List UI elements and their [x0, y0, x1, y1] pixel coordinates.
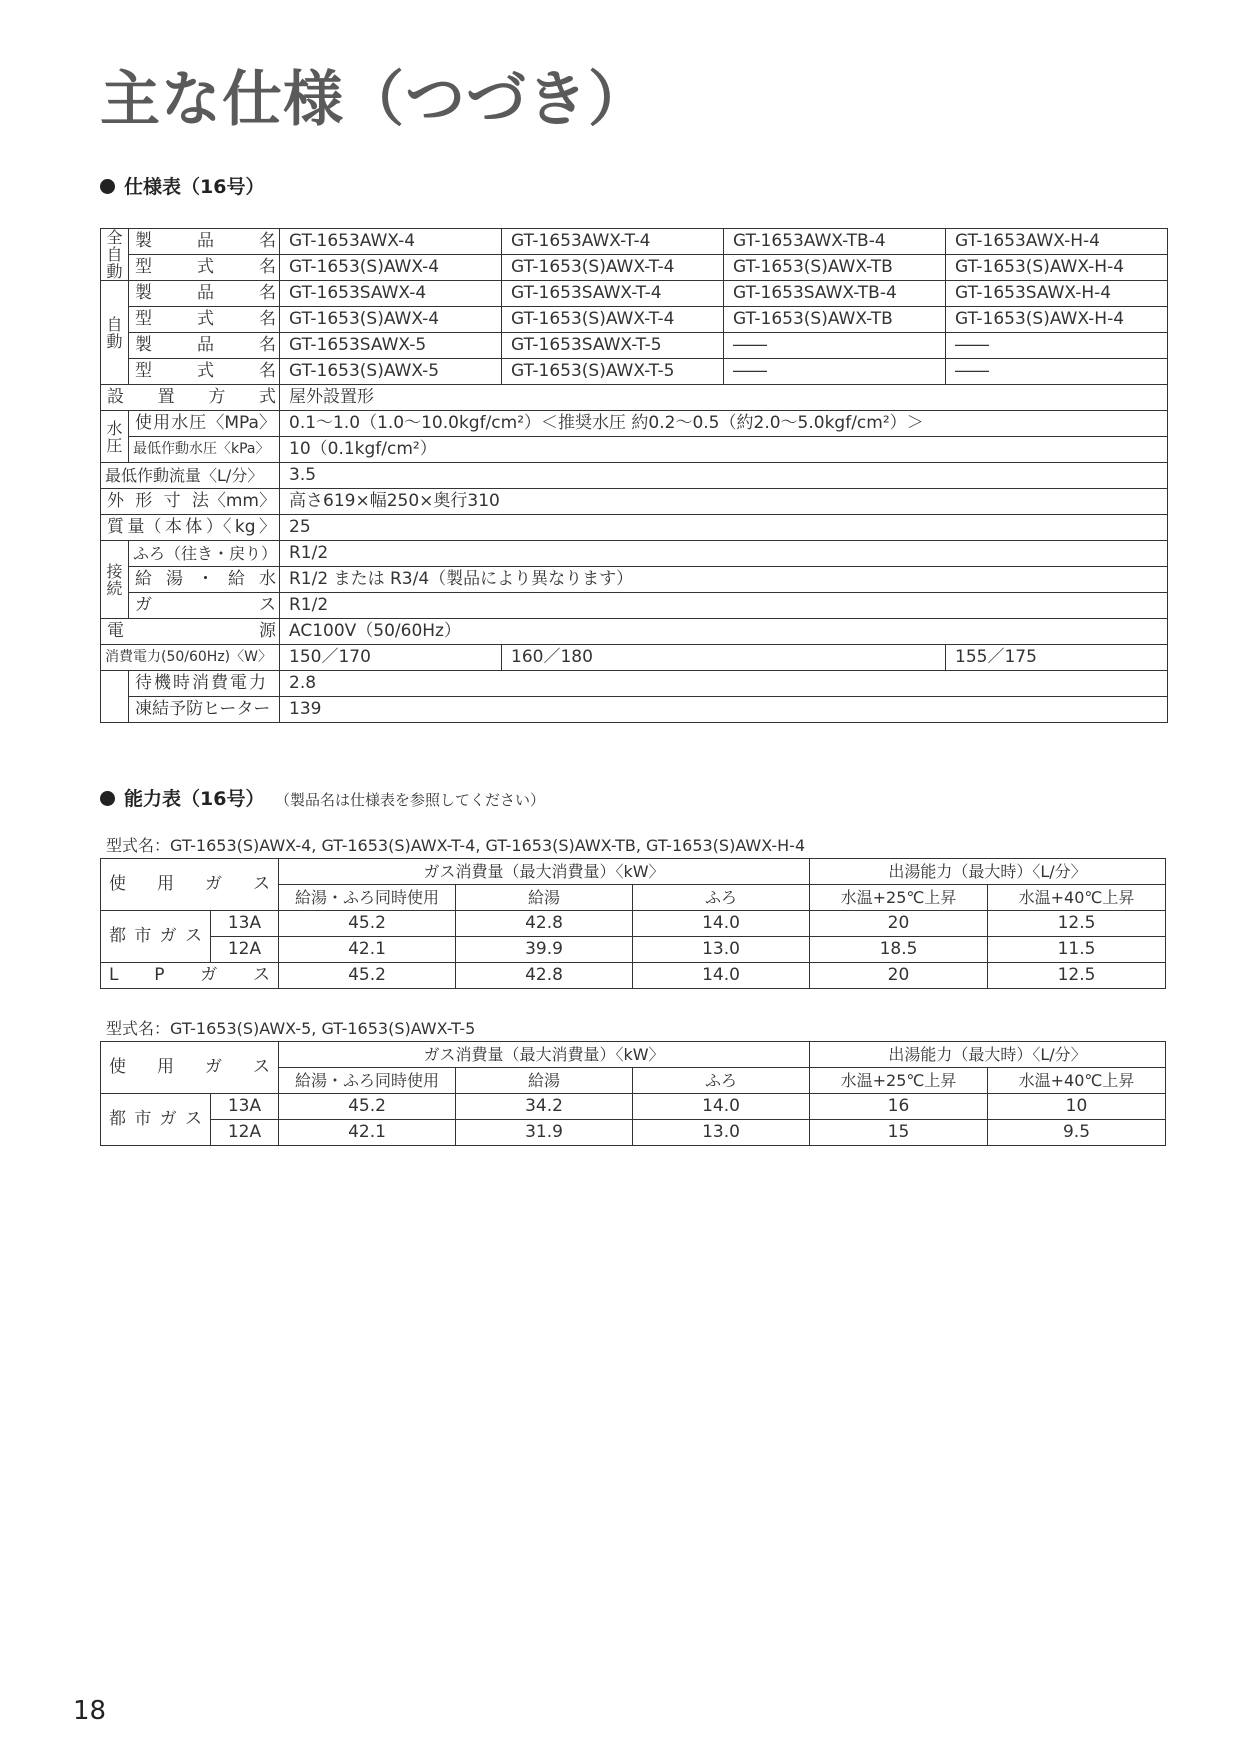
- value-cell: GT-1653AWX-T-4: [502, 229, 724, 255]
- group-suiatsu-label: 水圧: [101, 411, 129, 463]
- label-char: ス: [184, 926, 202, 946]
- city-gas-label: [101, 911, 211, 963]
- label-char: 水: [171, 413, 189, 433]
- label-char: 名: [259, 361, 276, 381]
- value-cell: 2.8: [280, 671, 1168, 697]
- label-char: ガ: [159, 926, 177, 946]
- value-cell: GT-1653SAWX-4: [280, 281, 502, 307]
- value-cell: 155／175: [946, 645, 1168, 671]
- row-label: [101, 515, 280, 541]
- label-char: ス: [253, 1057, 270, 1077]
- label-char: 名: [259, 335, 276, 355]
- spec-row-heater: [101, 697, 1168, 723]
- header-output: 出湯能力（最大時）〈L/分〉: [810, 1042, 1166, 1068]
- value-cell: 10（0.1kgf/cm²）: [280, 437, 1168, 463]
- label-char: ス: [253, 874, 270, 894]
- label-char: 用: [153, 413, 171, 433]
- capacity-value: 15: [810, 1120, 988, 1146]
- spec-table: [100, 228, 1168, 723]
- value-cell: 139: [280, 697, 1168, 723]
- header-consumption: ガス消費量（最大消費量）〈kW〉: [279, 1042, 810, 1068]
- city-gas-label-text: [109, 1107, 202, 1132]
- row-label-text: [107, 385, 276, 410]
- label-char: ガ: [159, 1109, 177, 1129]
- label-char: ）〈: [205, 517, 232, 537]
- spec-row-kyuto: [101, 567, 1168, 593]
- label-char: 〈MPa〉: [207, 413, 276, 433]
- spec-row-zen-product: [101, 229, 1168, 255]
- spec-row-jido: [101, 359, 1168, 385]
- city-gas-label: [101, 1094, 211, 1146]
- value-cell: 3.5: [280, 463, 1168, 489]
- row-label-text: [135, 333, 276, 358]
- spec-row-standby: [101, 671, 1168, 697]
- label-char: ガ: [135, 595, 152, 615]
- label-char: P: [154, 965, 165, 985]
- value-cell: AC100V（50/60Hz）: [280, 619, 1168, 645]
- label-char: 製: [135, 231, 152, 251]
- spec-row-furo: [101, 541, 1168, 567]
- bullet-icon: [100, 179, 115, 194]
- group-setsuzoku-label: 接続: [101, 541, 129, 619]
- capacity-table-2-body: [101, 1042, 1166, 1146]
- label-char: 用: [157, 874, 174, 894]
- capacity-section-heading: 能力表（16号） （製品名は仕様表を参照してください）: [100, 784, 545, 811]
- capacity-value: 13.0: [633, 1120, 810, 1146]
- capacity-value: 9.5: [988, 1120, 1166, 1146]
- spec-row-jido: [101, 333, 1168, 359]
- header-consumption: ガス消費量（最大消費量）〈kW〉: [279, 859, 810, 885]
- row-label: [129, 281, 280, 307]
- label-char: 湯: [166, 569, 183, 589]
- value-cell: GT-1653(S)AWX-TB: [724, 255, 946, 281]
- capacity-value: 13.0: [633, 937, 810, 963]
- label-char: 使: [109, 1057, 126, 1077]
- row-label: 最低作動水圧〈kPa〉: [129, 437, 280, 463]
- header-gas-type: [101, 1042, 279, 1094]
- label-char: ・: [197, 569, 214, 589]
- capacity-value: 20: [810, 911, 988, 937]
- label-char: 本: [164, 517, 182, 537]
- row-label-text: [135, 307, 276, 332]
- capacity-value: 45.2: [279, 963, 456, 989]
- value-cell: GT-1653(S)AWX-T-4: [502, 307, 724, 333]
- subheader-cell: 水温+25℃上昇: [810, 1068, 988, 1094]
- label-char: 品: [197, 231, 214, 251]
- gas-subtype: 12A: [211, 1120, 279, 1146]
- capacity-model-line-2: 型式名：GT-1653(S)AWX-5, GT-1653(S)AWX-T-5: [106, 1019, 476, 1038]
- label-char: kg: [234, 517, 256, 537]
- value-cell: GT-1653(S)AWX-H-4: [946, 307, 1168, 333]
- label-char: 都: [109, 1109, 126, 1129]
- row-label: [129, 359, 280, 385]
- capacity-value: 39.9: [456, 937, 633, 963]
- capacity-value: 45.2: [279, 1094, 456, 1120]
- value-cell: GT-1653(S)AWX-TB: [724, 307, 946, 333]
- spec-row-mass: [101, 515, 1168, 541]
- row-label: [129, 229, 280, 255]
- label-char: 法〈mm〉: [191, 491, 276, 511]
- subheader-cell: 給湯: [456, 1068, 633, 1094]
- value-cell: GT-1653SAWX-5: [280, 333, 502, 359]
- row-label: [129, 307, 280, 333]
- spec-row-gas: [101, 593, 1168, 619]
- row-label-text: [135, 255, 276, 280]
- value-cell: ――: [724, 359, 946, 385]
- label-char: 用: [157, 1057, 174, 1077]
- label-char: 名: [259, 283, 276, 303]
- value-cell: R1/2 または R3/4（製品により異なります）: [280, 567, 1168, 593]
- capacity-value: 42.8: [456, 911, 633, 937]
- value-cell: GT-1653(S)AWX-H-4: [946, 255, 1168, 281]
- row-label: [129, 255, 280, 281]
- spec-row-min-pressure: [101, 437, 1168, 463]
- city-gas-label-text: [109, 924, 202, 949]
- label-char: 外: [107, 491, 124, 511]
- value-cell: GT-1653(S)AWX-5: [280, 359, 502, 385]
- capacity-value: 14.0: [633, 911, 810, 937]
- bullet-icon: [100, 791, 115, 806]
- label-char: 型: [135, 309, 152, 329]
- spec-row-jido: [101, 281, 1168, 307]
- subheader-cell: 給湯・ふろ同時使用: [279, 885, 456, 911]
- value-cell: GT-1653SAWX-T-5: [502, 333, 724, 359]
- group-jido-label: 自動: [101, 281, 129, 385]
- capacity-table-1-body: [101, 859, 1166, 989]
- label-char: 都: [109, 926, 126, 946]
- spec-row-min-flow: [101, 463, 1168, 489]
- subheader-cell: 給湯: [456, 885, 633, 911]
- capacity-model-line-1: 型式名：GT-1653(S)AWX-4, GT-1653(S)AWX-T-4, GT-1653(S)AWX-TB, GT-1653(S)AWX-H-4: [106, 836, 806, 855]
- label-char: 電: [107, 621, 124, 641]
- capacity-value: 42.1: [279, 1120, 456, 1146]
- header-gas-type: [101, 859, 279, 911]
- subheader-cell: 水温+40℃上昇: [988, 885, 1166, 911]
- label-char: ス: [184, 1109, 202, 1129]
- capacity-value: 12.5: [988, 963, 1166, 989]
- label-char: 品: [197, 335, 214, 355]
- label-char: 製: [135, 335, 152, 355]
- row-label-text: [135, 593, 276, 618]
- header-gas-type-text: [109, 1055, 270, 1080]
- lp-gas-label-text: [109, 963, 270, 988]
- value-cell: GT-1653SAWX-T-4: [502, 281, 724, 307]
- subheader-cell: 給湯・ふろ同時使用: [279, 1068, 456, 1094]
- capacity-value: 42.8: [456, 963, 633, 989]
- row-label: [129, 333, 280, 359]
- page-title: 主な仕様（つづき）: [100, 65, 649, 135]
- value-cell: 屋外設置形: [280, 385, 1168, 411]
- row-label: 凍結予防ヒーター: [129, 697, 280, 723]
- spec-row-consumption: [101, 645, 1168, 671]
- capacity-header-row: [101, 1042, 1166, 1068]
- label-char: 設: [107, 387, 124, 407]
- label-char: 品: [197, 283, 214, 303]
- capacity-value: 20: [810, 963, 988, 989]
- value-cell: GT-1653AWX-4: [280, 229, 502, 255]
- header-output: 出湯能力（最大時）〈L/分〉: [810, 859, 1166, 885]
- value-cell: GT-1653AWX-TB-4: [724, 229, 946, 255]
- capacity-row: [101, 1120, 1166, 1146]
- row-label: ふろ（往き・戻り）: [129, 541, 280, 567]
- row-label: [129, 567, 280, 593]
- empty-group-cell: [101, 671, 129, 723]
- value-cell: 高さ619×幅250×奥行310: [280, 489, 1168, 515]
- row-label: 最低作動流量〈L/分〉: [101, 463, 280, 489]
- value-cell: 150／170: [280, 645, 502, 671]
- capacity-value: 11.5: [988, 937, 1166, 963]
- capacity-value: 31.9: [456, 1120, 633, 1146]
- spec-section-heading: 仕様表（16号）: [100, 172, 264, 199]
- label-char: 源: [259, 621, 276, 641]
- value-cell: GT-1653(S)AWX-4: [280, 307, 502, 333]
- capacity-header-row: [101, 859, 1166, 885]
- label-char: 製: [135, 283, 152, 303]
- row-label: [101, 385, 280, 411]
- capacity-row: [101, 963, 1166, 989]
- label-char: 市: [134, 926, 152, 946]
- row-label: [129, 593, 280, 619]
- spec-row-dimensions: [101, 489, 1168, 515]
- value-cell: 160／180: [502, 645, 946, 671]
- row-label-text: [107, 489, 276, 514]
- label-char: L: [109, 965, 119, 985]
- gas-subtype: 12A: [211, 937, 279, 963]
- value-cell: GT-1653(S)AWX-T-4: [502, 255, 724, 281]
- row-label: [101, 619, 280, 645]
- label-char: 給: [228, 569, 245, 589]
- capacity-value: 14.0: [633, 963, 810, 989]
- label-char: 〉: [258, 517, 276, 537]
- subheader-cell: ふろ: [633, 1068, 810, 1094]
- capacity-row: [101, 937, 1166, 963]
- label-char: 市: [134, 1109, 152, 1129]
- spec-row-power: [101, 619, 1168, 645]
- spec-row-install: [101, 385, 1168, 411]
- capacity-value: 16: [810, 1094, 988, 1120]
- capacity-value: 12.5: [988, 911, 1166, 937]
- value-cell: GT-1653SAWX-TB-4: [724, 281, 946, 307]
- value-cell: 0.1〜1.0（1.0〜10.0kgf/cm²）＜推奨水圧 約0.2〜0.5（約2.0〜5.0kgf/cm²）＞: [280, 411, 1168, 437]
- label-char: 質: [107, 517, 124, 537]
- row-label-text: [107, 619, 276, 644]
- label-char: ガ: [200, 965, 218, 985]
- label-char: 方: [208, 387, 226, 407]
- capacity-row: [101, 1094, 1166, 1120]
- row-label: [129, 411, 280, 437]
- capacity-value: 34.2: [456, 1094, 633, 1120]
- label-char: 形: [135, 491, 153, 511]
- row-label-text: [135, 229, 276, 254]
- capacity-value: 42.1: [279, 937, 456, 963]
- row-label-text: [107, 515, 276, 540]
- label-char: ス: [253, 965, 270, 985]
- spec-row-zen-model: [101, 255, 1168, 281]
- capacity-value: 14.0: [633, 1094, 810, 1120]
- subheader-cell: ふろ: [633, 885, 810, 911]
- value-cell: GT-1653SAWX-H-4: [946, 281, 1168, 307]
- value-cell: GT-1653AWX-H-4: [946, 229, 1168, 255]
- label-char: 置: [157, 387, 175, 407]
- capacity-table-2: [100, 1041, 1166, 1146]
- label-char: 型: [135, 361, 152, 381]
- value-cell: R1/2: [280, 541, 1168, 567]
- value-cell: GT-1653(S)AWX-4: [280, 255, 502, 281]
- value-cell: ――: [946, 359, 1168, 385]
- row-label-text: [135, 359, 276, 384]
- value-cell: ――: [946, 333, 1168, 359]
- label-char: 式: [197, 257, 214, 277]
- row-label: 待機時消費電力: [129, 671, 280, 697]
- group-zenjido-label: 全自動: [101, 229, 129, 281]
- capacity-row: [101, 911, 1166, 937]
- subheader-cell: 水温+25℃上昇: [810, 885, 988, 911]
- row-label-text: [135, 567, 276, 592]
- label-char: 使: [135, 413, 152, 433]
- row-label-text: [135, 281, 276, 306]
- label-char: 使: [109, 874, 126, 894]
- row-label-text: [135, 411, 276, 436]
- label-char: 名: [259, 309, 276, 329]
- label-char: 体: [185, 517, 203, 537]
- capacity-value: 10: [988, 1094, 1166, 1120]
- capacity-value: 18.5: [810, 937, 988, 963]
- spec-table-body: [101, 229, 1168, 723]
- label-char: ス: [259, 595, 276, 615]
- label-char: 名: [259, 231, 276, 251]
- spec-row-water-pressure: [101, 411, 1168, 437]
- label-char: 圧: [189, 413, 207, 433]
- page-number: 18: [73, 1696, 107, 1726]
- label-char: 式: [197, 309, 214, 329]
- label-char: 給: [135, 569, 152, 589]
- capacity-value: 45.2: [279, 911, 456, 937]
- subheader-cell: 水温+40℃上昇: [988, 1068, 1166, 1094]
- spec-row-jido: [101, 307, 1168, 333]
- value-cell: GT-1653(S)AWX-T-5: [502, 359, 724, 385]
- value-cell: 25: [280, 515, 1168, 541]
- label-char: 量（: [127, 517, 162, 537]
- gas-subtype: 13A: [211, 911, 279, 937]
- label-char: 名: [259, 257, 276, 277]
- row-label: [101, 489, 280, 515]
- capacity-table-1: [100, 858, 1166, 989]
- label-char: 水: [259, 569, 276, 589]
- row-label: 消費電力(50/60Hz)〈W〉: [101, 645, 280, 671]
- gas-subtype: 13A: [211, 1094, 279, 1120]
- label-char: 式: [258, 387, 276, 407]
- header-gas-type-text: [109, 872, 270, 897]
- lp-gas-label: [101, 963, 279, 989]
- label-char: 寸: [163, 491, 181, 511]
- label-char: 式: [197, 361, 214, 381]
- label-char: ガ: [205, 874, 222, 894]
- value-cell: R1/2: [280, 593, 1168, 619]
- label-char: ガ: [205, 1057, 222, 1077]
- label-char: 型: [135, 257, 152, 277]
- value-cell: ――: [724, 333, 946, 359]
